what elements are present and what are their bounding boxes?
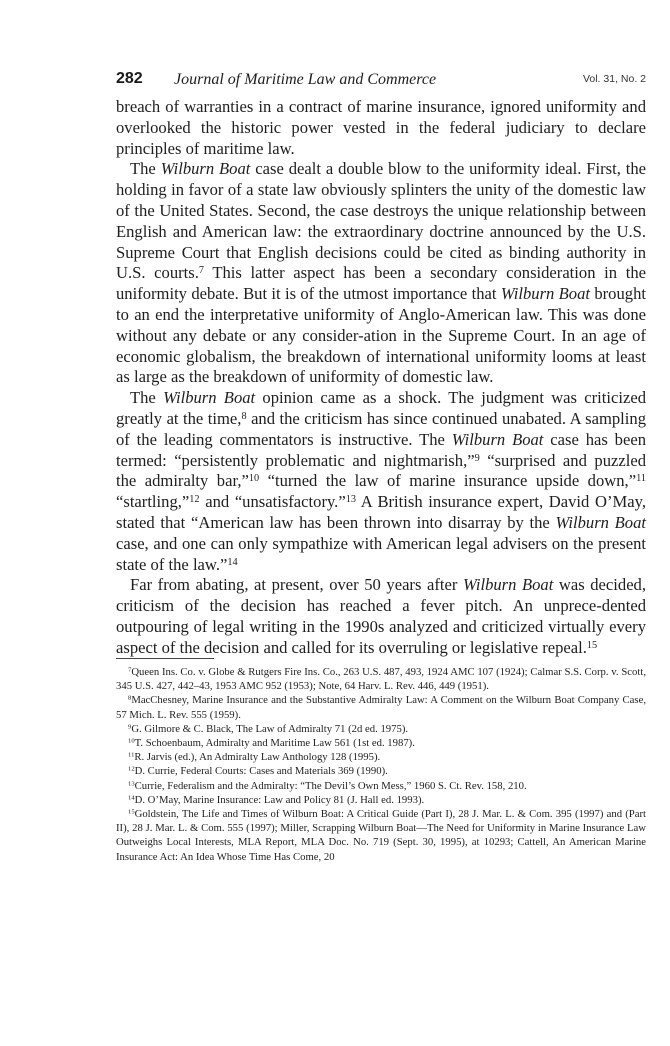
footnote-ref: 12 — [189, 494, 200, 505]
text-run: case has been termed: “persistently problematic and nightmarish,” — [116, 429, 646, 470]
footnote — [116, 750, 646, 764]
footnote-number: 7 — [128, 666, 132, 674]
volume-issue: Vol. 31, No. 2 — [582, 73, 646, 85]
footnote — [116, 722, 646, 736]
footnote-ref: 15 — [586, 639, 598, 651]
footnote-text: Queen Ins. Co. v. Globe & Rutgers Fire Ins. Co., 263 U.S. 487, 493, 1924 AMC 107 (1924); Calmar S.S. Corp. v. Scott, 345 U.S. 427, 442–43, 1953 AMC 952 (1953); Note, 64 Harv. L. Rev. 446, 449 (1951). — [116, 666, 646, 693]
footnote-ref: 7 — [198, 265, 205, 277]
footnote — [116, 779, 646, 793]
footnote-text: D. O’May, Marine Insurance: Law and Policy 81 (J. Hall ed. 1993). — [134, 793, 425, 806]
footnotes — [116, 665, 646, 864]
footnote-ref: 11 — [636, 473, 646, 485]
footnote-number: 11 — [128, 751, 135, 759]
text-run: and the criticism has since continued unabated. A sampling of the leading commentators is instructive. The — [116, 408, 646, 449]
footnote-number: 12 — [128, 766, 135, 774]
journal-title: Journal of Maritime Law and Commerce — [174, 71, 437, 88]
text-run: The — [130, 388, 164, 408]
text-run: “surprised and puzzled the admiralty bar,” — [116, 450, 646, 491]
text-run: and “unsatisfactory.” — [199, 492, 346, 512]
footnote-number: 13 — [128, 780, 135, 788]
footnote-text: R. Jarvis (ed.), An Admiralty Law Anthology 128 (1995). — [134, 751, 381, 764]
page-number: 282 — [116, 70, 143, 87]
footnote-text: T. Schoenbaum, Admiralty and Maritime Law 561 (1st ed. 1987). — [134, 737, 415, 750]
text-run: opinion came as a shock. The judgment was criticized greatly at the time, — [116, 388, 646, 428]
footnote-text: D. Currie, Federal Courts: Cases and Materials 369 (1990). — [134, 765, 388, 778]
footnote-ref: 9 — [474, 452, 480, 464]
case-name: Wilburn Boat — [160, 159, 251, 179]
footnote — [116, 736, 646, 750]
text-run: was decided, criticism of the decision has reached a fever pitch. An unprece-dented outpouring of legal writing in the 1990s analyzed and criticized virtually every aspect of the decision and called for its overruling or legislative repeal. — [116, 575, 646, 657]
case-name: Wilburn Boat — [500, 284, 591, 304]
case-name: Wilburn Boat — [163, 388, 256, 408]
footnote-text: MacChesney, Marine Insurance and the Substantive Admiralty Law: A Comment on the Wilburn Boat Company Case, 57 Mich. L. Rev. 555 (1959). — [116, 694, 646, 721]
footnote — [116, 665, 646, 693]
running-header — [116, 70, 646, 92]
text-run: A British insurance expert, David O’May, stated that “American law has been thrown into disarray by the — [116, 492, 646, 532]
paragraph — [116, 159, 646, 388]
footnote-number: 15 — [128, 808, 135, 816]
text-run: breach of warranties in a contract of marine insurance, ignored uniformity and overlooked the historic power vested in the federal judiciary to declare principles of maritime law. — [116, 97, 646, 158]
footnote-ref: 10 — [248, 473, 260, 485]
body-text — [116, 97, 646, 659]
footnote-number: 14 — [128, 794, 135, 802]
text-run: “turned the law of marine insurance upside down,” — [259, 471, 637, 491]
text-run: case dealt a double blow to the uniformity ideal. First, the holding in favor of a state law obviously splinters the unity of the domestic law of the United States. Second, the case destroys the unique relationship between English and American law: the extraordinary doctrine announced by the U.S. Supreme Court that English decisions could be cited as binding authority in U.S. courts. — [116, 159, 646, 283]
case-name: Wilburn Boat — [462, 575, 554, 595]
text-run: “startling,” — [116, 492, 190, 512]
footnote — [116, 793, 646, 807]
paragraph — [116, 575, 646, 658]
paragraph — [116, 97, 646, 159]
text-run: This latter aspect has been a secondary consideration in the uniformity debate. But it is of the utmost importance that — [116, 263, 646, 304]
text-run: Far from abating, at present, over 50 years after — [130, 575, 463, 595]
footnote-ref: 8 — [241, 410, 247, 422]
footnote — [116, 764, 646, 778]
footnote-number: 8 — [128, 695, 132, 703]
footnote-ref: 14 — [227, 556, 238, 568]
paragraph — [116, 388, 646, 575]
footnote — [116, 807, 646, 864]
case-name: Wilburn Boat — [555, 512, 647, 532]
text-run: brought to an end the interpretative uniformity of Anglo-American law. This was done without any debate or any consider-ation in the Supreme Court. In an age of economic globalism, the breakdown of international uniformity looms at least as large as the breakdown of uniformity of domestic law. — [116, 284, 646, 387]
footnote-text: Currie, Federalism and the Admiralty: “The Devil’s Own Mess,” 1960 S. Ct. Rev. 158, 210. — [134, 779, 527, 792]
footnote-text: G. Gilmore & C. Black, The Law of Admiralty 71 (2d ed. 1975). — [131, 722, 409, 735]
footnote-number: 10 — [128, 737, 135, 745]
footnote-ref: 13 — [345, 494, 356, 505]
footnote-divider — [116, 658, 214, 659]
case-name: Wilburn Boat — [451, 429, 544, 449]
footnote-text: Goldstein, The Life and Times of Wilburn Boat: A Critical Guide (Part I), 28 J. Mar. L. & Com. 395 (1997) and (Part II), 28 J. Mar. L. & Com. 555 (1997); Miller, Scrapping Wilburn Boat—The Need for Uniformity in Marine Insurance Law Outweighs Local Interests, MLA Report, MLA Doc. No. 719 (Sept. 30, 1995), at 10293; Cattell, An American Marine Insurance Act: An Idea Whose Time Has Come, 20 — [116, 808, 646, 863]
text-run: The — [130, 159, 161, 179]
footnote-number: 9 — [128, 723, 132, 731]
text-run: case, and one can only sympathize with American legal advisers on the present state of the law.” — [116, 533, 646, 574]
footnote — [116, 693, 646, 721]
